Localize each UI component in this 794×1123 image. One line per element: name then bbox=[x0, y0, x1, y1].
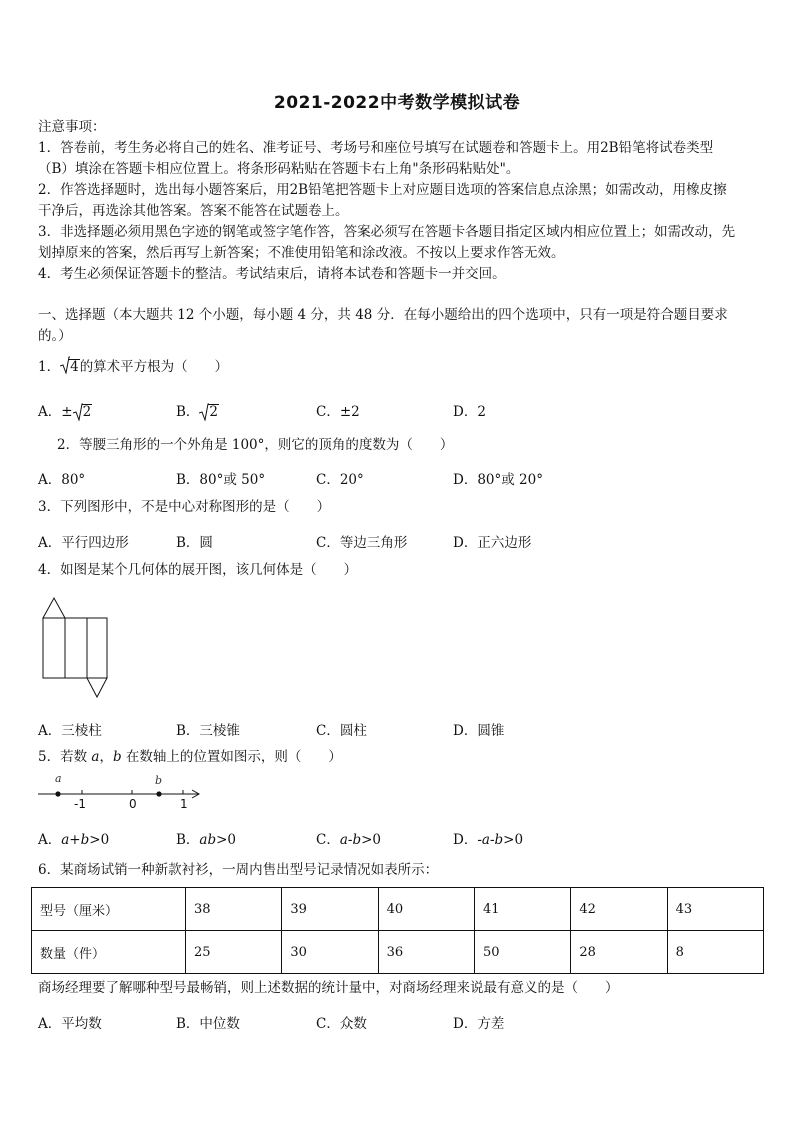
question-3-stem: 3．下列图形中，不是中心对称图形的是（ ） bbox=[38, 499, 331, 515]
variable-a: a bbox=[91, 749, 100, 765]
relation: >0 bbox=[503, 832, 524, 848]
option-b[interactable] bbox=[176, 828, 236, 848]
option-a[interactable]: A．平均数 bbox=[38, 1016, 102, 1032]
table-row bbox=[32, 931, 764, 974]
option-c[interactable]: C．圆柱 bbox=[316, 723, 367, 739]
table-cell: 30 bbox=[282, 931, 378, 974]
net-face-3 bbox=[87, 618, 107, 678]
radicand: 4 bbox=[70, 359, 79, 375]
question-text: 的算术平方根为（ ） bbox=[79, 359, 229, 375]
radical-sign-icon bbox=[60, 356, 70, 374]
table-cell: 40 bbox=[378, 888, 474, 931]
option-c[interactable]: C．众数 bbox=[316, 1016, 367, 1032]
option-c[interactable]: C．20° bbox=[316, 472, 364, 488]
notes-line: 划掉原来的答案，然后再写上新答案；不准使用铅笔和涂改液。不按以上要求作答无效。 bbox=[38, 245, 565, 261]
question-6-prompt: 商场经理要了解哪种型号最畅销，则上述数据的统计量中，对商场经理来说最有意义的是（ ） bbox=[38, 980, 619, 996]
radical-sign-icon bbox=[73, 403, 83, 421]
option-a[interactable]: A．三棱柱 bbox=[38, 723, 102, 739]
option-b[interactable]: B．中位数 bbox=[176, 1016, 240, 1032]
option-c[interactable]: C．等边三角形 bbox=[316, 535, 408, 551]
notes-line: （B）填涂在答题卡相应位置上。将条形码粘贴在答题卡右上角"条形码粘贴处"。 bbox=[38, 161, 520, 177]
number-line-figure bbox=[36, 770, 208, 812]
option-b[interactable]: B．圆 bbox=[176, 535, 213, 551]
option-label: B． bbox=[176, 404, 200, 420]
table-row bbox=[32, 888, 764, 931]
notes-line: 3．非选择题必须用黑色字迹的钢笔或签字笔作答，答案必须写在答题卡各题目指定区域内相应位置上；如需改动，先 bbox=[38, 224, 736, 240]
table-cell: 36 bbox=[378, 931, 474, 974]
tick-label: 0 bbox=[129, 797, 137, 811]
option-a[interactable] bbox=[38, 828, 109, 848]
table-cell: 50 bbox=[474, 931, 570, 974]
relation: >0 bbox=[89, 832, 110, 848]
sqrt-expression bbox=[199, 404, 219, 420]
question-1-stem bbox=[38, 357, 228, 378]
option-label: D． bbox=[453, 832, 478, 848]
option-label: C． bbox=[316, 832, 340, 848]
notes-line: 2．作答选择题时，选出每小题答案后，用2B铅笔把答题卡上对应题目选项的答案信息点涂黑；如需改动，用橡皮擦 bbox=[38, 182, 727, 198]
option-label: A． bbox=[38, 832, 62, 848]
radical-sign-icon bbox=[199, 403, 209, 421]
net-face-1 bbox=[43, 618, 65, 678]
notes-heading: 注意事项： bbox=[38, 119, 106, 135]
table-cell: 28 bbox=[571, 931, 667, 974]
tick-label: -1 bbox=[74, 797, 86, 811]
option-b[interactable]: B．80°或 50° bbox=[176, 472, 266, 488]
notes-line: 4．考生必须保证答题卡的整洁。考试结束后，请将本试卷和答题卡一并交回。 bbox=[38, 266, 506, 282]
net-triangle-bottom bbox=[87, 678, 107, 697]
option-a[interactable]: A．平行四边形 bbox=[38, 535, 129, 551]
option-d[interactable]: D．圆锥 bbox=[453, 723, 505, 739]
radicand: 2 bbox=[82, 404, 92, 420]
option-a[interactable]: A．80° bbox=[38, 472, 86, 488]
notes-line: 干净后，再选涂其他答案。答案不能答在试题卷上。 bbox=[38, 203, 349, 219]
sqrt-expression bbox=[60, 357, 80, 378]
expression: a+b bbox=[61, 832, 90, 848]
option-b[interactable] bbox=[176, 400, 219, 420]
variable-b: b bbox=[112, 749, 122, 765]
size-sales-table bbox=[31, 887, 764, 974]
page-title: 2021-2022中考数学模拟试卷 bbox=[273, 93, 521, 113]
net-triangle-top bbox=[43, 598, 65, 618]
option-d[interactable] bbox=[453, 828, 523, 848]
relation: >0 bbox=[216, 832, 237, 848]
option-d[interactable]: D．80°或 20° bbox=[453, 472, 543, 488]
separator: ， bbox=[99, 749, 113, 765]
point-b bbox=[156, 791, 161, 796]
point-a bbox=[55, 791, 60, 796]
option-a[interactable] bbox=[38, 400, 92, 420]
option-b[interactable]: B．三棱锥 bbox=[176, 723, 240, 739]
question-2-stem: 2．等腰三角形的一个外角是 100°，则它的顶角的度数为（ ） bbox=[57, 437, 454, 453]
table-cell: 39 bbox=[282, 888, 378, 931]
notes-line: 1．答卷前，考生务必将自己的姓名、准考证号、考场号和座位号填写在试题卷和答题卡上。用2B铅笔将试卷类型 bbox=[38, 140, 714, 156]
plus-minus: ± bbox=[61, 404, 73, 420]
question-text: 在数轴上的位置如图示，则（ ） bbox=[121, 749, 342, 765]
option-c[interactable] bbox=[316, 828, 381, 848]
expression: ab bbox=[199, 832, 217, 848]
label-b: b bbox=[155, 774, 163, 787]
prism-net-figure bbox=[38, 596, 110, 700]
table-cell: 43 bbox=[667, 888, 763, 931]
table-header-cell: 数量（件） bbox=[32, 931, 186, 974]
table-header-cell: 型号（厘米） bbox=[32, 888, 186, 931]
option-d[interactable]: D．正六边形 bbox=[453, 535, 532, 551]
expression: a-b bbox=[339, 832, 362, 848]
net-face-2 bbox=[65, 618, 87, 678]
option-label: A． bbox=[38, 404, 62, 420]
question-4-stem: 4．如图是某个几何体的展开图，该几何体是（ ） bbox=[38, 562, 358, 578]
question-6-stem: 6．某商场试销一种新款衬衫，一周内售出型号记录情况如表所示： bbox=[38, 862, 439, 878]
option-d[interactable]: D．方差 bbox=[453, 1016, 505, 1032]
option-label: B． bbox=[176, 832, 200, 848]
relation: >0 bbox=[361, 832, 382, 848]
sqrt-expression bbox=[73, 404, 93, 420]
question-number: 1． bbox=[38, 359, 61, 375]
radicand: 2 bbox=[209, 404, 219, 420]
question-text: 5．若数 bbox=[38, 749, 92, 765]
option-c[interactable]: C．±2 bbox=[316, 404, 360, 420]
table-cell: 8 bbox=[667, 931, 763, 974]
section-heading: 的。） bbox=[38, 328, 72, 344]
section-heading: 一、选择题（本大题共 12 个小题，每小题 4 分，共 48 分．在每小题给出的四个选项中，只有一项是符合题目要求 bbox=[38, 307, 728, 323]
tick-label: 1 bbox=[180, 797, 188, 811]
question-5-stem bbox=[38, 747, 342, 768]
table-cell: 41 bbox=[474, 888, 570, 931]
table-cell: 42 bbox=[571, 888, 667, 931]
table-cell: 25 bbox=[186, 931, 282, 974]
expression: -a-b bbox=[477, 832, 504, 848]
label-a: a bbox=[55, 772, 62, 785]
table-cell: 38 bbox=[186, 888, 282, 931]
option-d[interactable]: D．2 bbox=[453, 404, 486, 420]
